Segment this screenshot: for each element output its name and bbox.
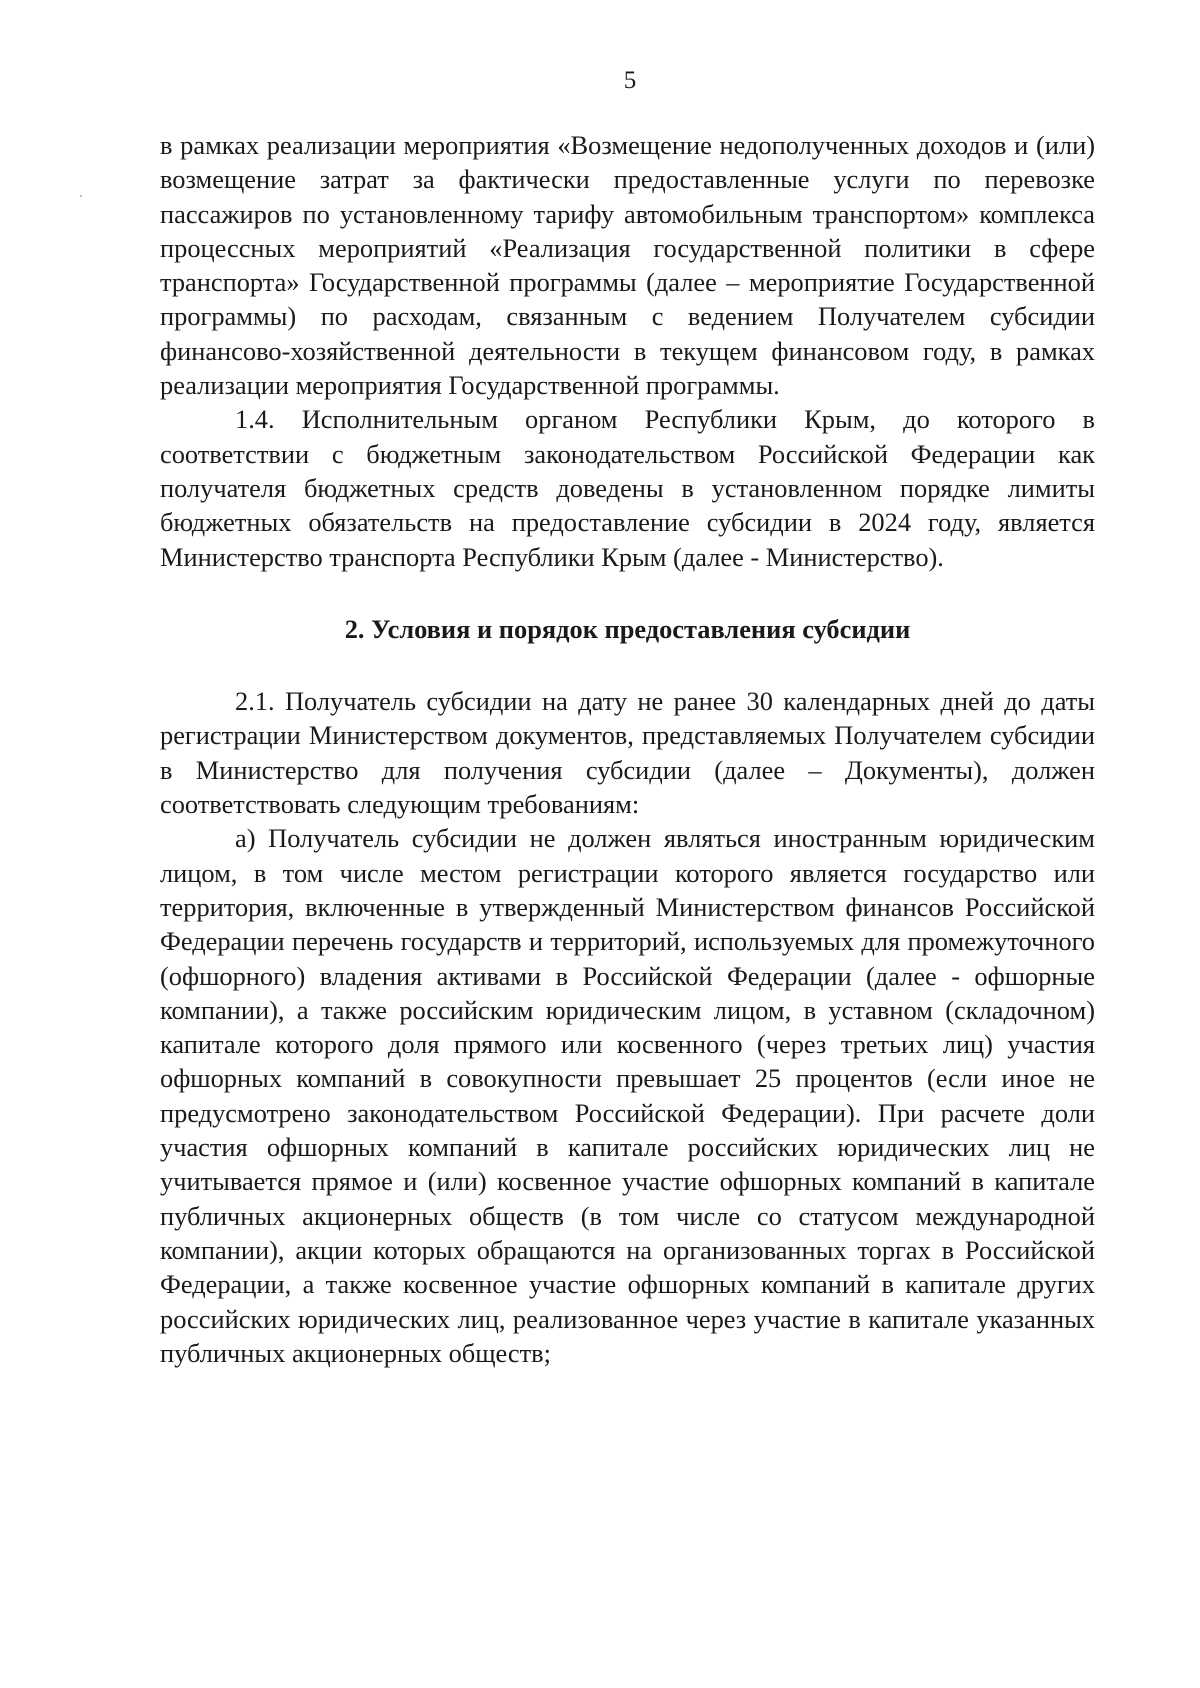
document-body [160, 128, 1095, 1370]
page-number: 5 [623, 67, 637, 94]
paragraph-1-4: 1.4. Исполнительным органом Республики Крым, до которого в соответствии с бюджетным законодательством Российской Федерации как получателя бюджетных средств доведены в установленном порядке лимиты бюджетных обязательств на предоставление субсидии в 2024 году, является Министерство транспорта Республики Крым (далее - Министерство). [160, 404, 1095, 572]
paragraph-continuation: в рамках реализации мероприятия «Возмещение недополученных доходов и (или) возмещение затрат за фактически предоставленные услуги по перевозке пассажиров по установленному тарифу автомобильным транспортом» комплекса процессных мероприятий «Реализация государственной политики в сфере транспорта» Государственной программы (далее – мероприятие Государственной программы) по расходам, связанным с ведением Получателем субсидии финансово-хозяйственной деятельности в текущем финансовом году, в рамках реализации мероприятия Государственной программы. [160, 130, 1095, 401]
paragraph-2-1-a: а) Получатель субсидии не должен являться иностранным юридическим лицом, в том числе местом регистрации которого является государство или территория, включенные в утвержденный Министерством финансов Российской Федерации перечень государств и территорий, используемых для промежуточного (офшорного) владения активами в Российской Федерации (далее - офшорные компании), а также российским юридическим лицом, в уставном (складочном) капитале которого доля прямого или косвенного (через третьих лиц) участия офшорных компаний в совокупности превышает 25 процентов (если иное не предусмотрено законодательством Российской Федерации). При расчете доли участия офшорных компаний в капитале российских юридических лиц не учитывается прямое и (или) косвенное участие офшорных компаний в капитале публичных акционерных обществ (в том числе со статусом международной компании), акции которых обращаются на организованных торгах в Российской Федерации, а также косвенное участие офшорных компаний в капитале других российских юридических лиц, реализованное через участие в капитале указанных публичных акционерных обществ; [160, 823, 1095, 1368]
paragraph-2-1: 2.1. Получатель субсидии на дату не ранее 30 календарных дней до даты регистрации Министерством документов, представляемых Получателем субсидии в Министерство для получения субсидии (далее – Документы), должен соответствовать следующим требованиям: [160, 686, 1095, 820]
margin-speck [80, 195, 82, 197]
section-heading: 2. Условия и порядок предоставления субсидии [344, 613, 911, 644]
